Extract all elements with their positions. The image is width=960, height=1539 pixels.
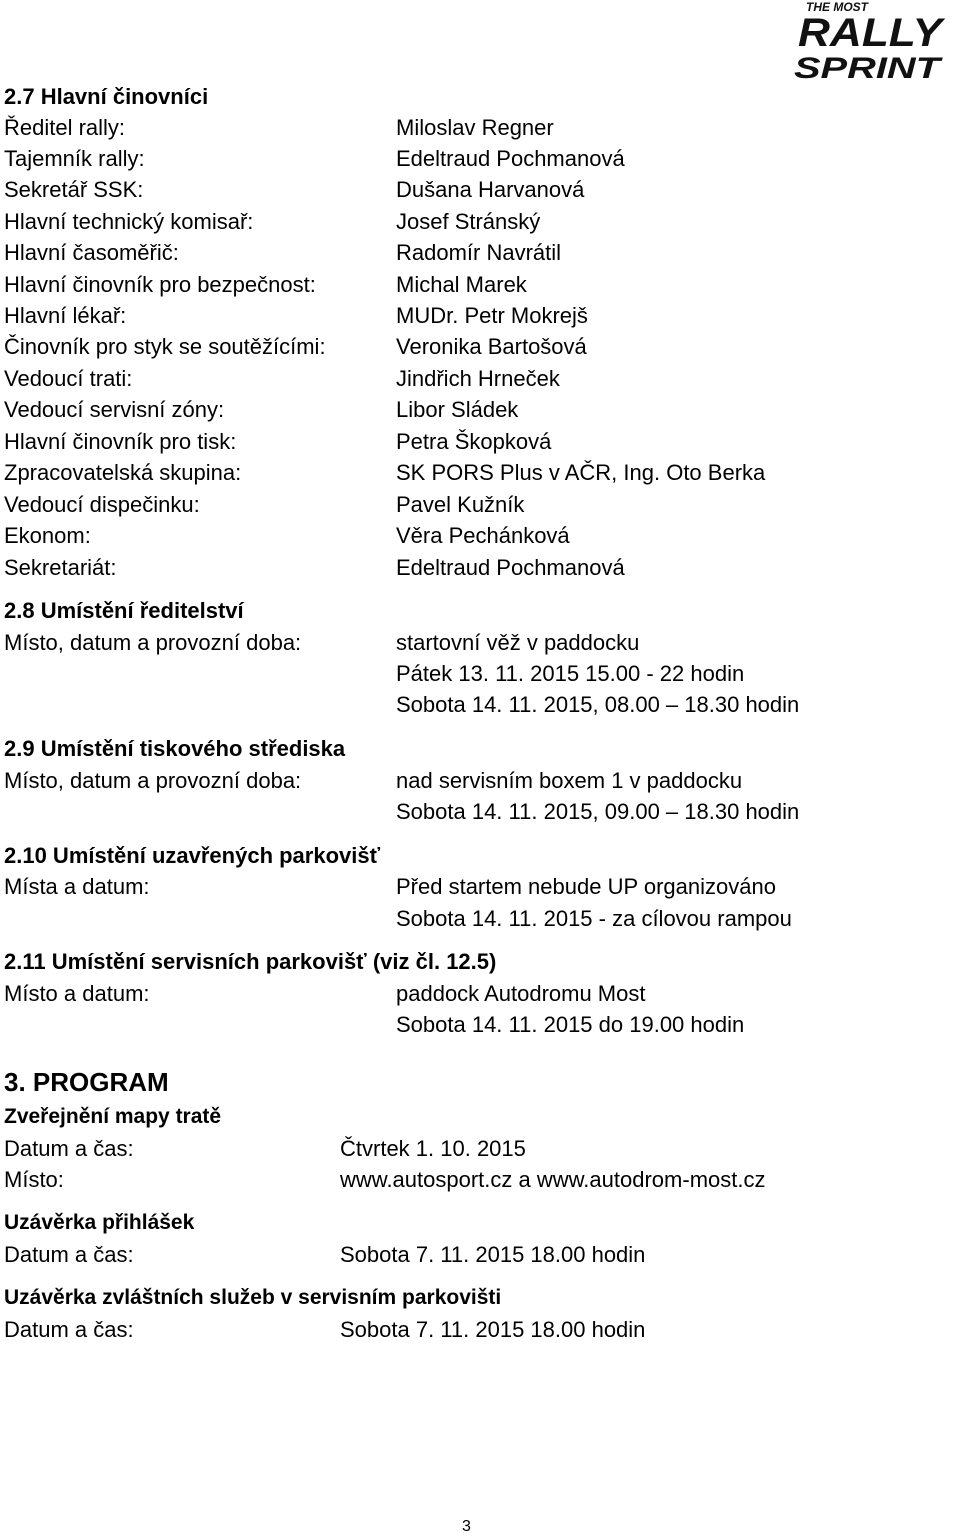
map-publish-title: Zveřejnění mapy tratě bbox=[4, 1105, 222, 1128]
official-role: Hlavní činovník pro tisk: bbox=[4, 429, 237, 454]
official-role: Hlavní lékař: bbox=[4, 303, 127, 328]
official-row bbox=[4, 303, 944, 334]
official-row bbox=[4, 429, 944, 460]
detail-value: Sobota 14. 11. 2015 do 19.00 hodin bbox=[396, 1012, 745, 1037]
official-name: Dušana Harvanová bbox=[396, 177, 585, 202]
detail-row bbox=[4, 874, 944, 905]
official-role: Zpracovatelská skupina: bbox=[4, 460, 242, 485]
section-2-9-title: 2.9 Umístění tiskového střediska bbox=[4, 736, 346, 761]
official-row bbox=[4, 146, 944, 177]
detail-label: Místa a datum: bbox=[4, 874, 150, 899]
detail-row bbox=[4, 630, 944, 661]
official-name: Věra Pechánková bbox=[396, 523, 570, 548]
detail-value: startovní věž v paddocku bbox=[396, 630, 640, 655]
logo-line-1: THE MOST bbox=[806, 0, 868, 14]
detail-row bbox=[4, 661, 944, 692]
official-row bbox=[4, 523, 944, 554]
official-role: Hlavní činovník pro bezpečnost: bbox=[4, 272, 316, 297]
detail-value: Před startem nebude UP organizováno bbox=[396, 874, 776, 899]
official-name: Pavel Kužník bbox=[396, 492, 525, 517]
detail-value: nad servisním boxem 1 v paddocku bbox=[396, 768, 743, 793]
official-role: Činovník pro styk se soutěžícími: bbox=[4, 334, 326, 359]
detail-label: Místo: bbox=[4, 1167, 64, 1192]
detail-value: Sobota 7. 11. 2015 18.00 hodin bbox=[340, 1317, 646, 1342]
detail-row bbox=[4, 1136, 944, 1167]
detail-label: Datum a čas: bbox=[4, 1317, 134, 1342]
official-name: Michal Marek bbox=[396, 272, 527, 297]
detail-row bbox=[4, 799, 944, 830]
official-role: Ekonom: bbox=[4, 523, 91, 548]
official-row bbox=[4, 240, 944, 271]
rally-sprint-logo bbox=[792, 0, 946, 82]
detail-label: Datum a čas: bbox=[4, 1136, 134, 1161]
official-name: Jindřich Hrneček bbox=[396, 366, 560, 391]
official-name: Edeltraud Pochmanová bbox=[396, 146, 625, 171]
official-role: Sekretariát: bbox=[4, 555, 117, 580]
official-name: MUDr. Petr Mokrejš bbox=[396, 303, 588, 328]
section-2-8-title: 2.8 Umístění ředitelství bbox=[4, 598, 244, 623]
official-role: Hlavní technický komisař: bbox=[4, 209, 254, 234]
official-role: Vedoucí servisní zóny: bbox=[4, 397, 225, 422]
official-row bbox=[4, 115, 944, 146]
detail-value: Sobota 7. 11. 2015 18.00 hodin bbox=[340, 1242, 646, 1267]
detail-row bbox=[4, 692, 944, 723]
section-2-10-title: 2.10 Umístění uzavřených parkovišť bbox=[4, 843, 381, 868]
official-row bbox=[4, 209, 944, 240]
detail-label: Místo, datum a provozní doba: bbox=[4, 768, 302, 793]
program-title: 3. PROGRAM bbox=[4, 1067, 169, 1097]
detail-label: Místo, datum a provozní doba: bbox=[4, 630, 302, 655]
logo-line-2: RALLY bbox=[798, 11, 946, 55]
page-number: 3 bbox=[462, 1518, 471, 1535]
official-name: Libor Sládek bbox=[396, 397, 519, 422]
detail-row bbox=[4, 1242, 944, 1273]
official-row bbox=[4, 177, 944, 208]
official-row bbox=[4, 555, 944, 586]
official-name: Edeltraud Pochmanová bbox=[396, 555, 625, 580]
official-role: Vedoucí dispečinku: bbox=[4, 492, 200, 517]
detail-label: Datum a čas: bbox=[4, 1242, 134, 1267]
official-name: Josef Stránský bbox=[396, 209, 541, 234]
official-row bbox=[4, 397, 944, 428]
entries-closing-title: Uzávěrka přihlášek bbox=[4, 1211, 195, 1234]
official-role: Sekretář SSK: bbox=[4, 177, 144, 202]
detail-value: Sobota 14. 11. 2015 - za cílovou rampou bbox=[396, 906, 792, 931]
official-role: Ředitel rally: bbox=[4, 115, 126, 140]
detail-row bbox=[4, 906, 944, 937]
detail-row bbox=[4, 1167, 944, 1198]
official-name: Petra Škopková bbox=[396, 429, 552, 454]
section-2-11-title: 2.11 Umístění servisních parkovišť (viz čl. 12.5) bbox=[4, 949, 497, 974]
detail-value: Sobota 14. 11. 2015, 08.00 – 18.30 hodin bbox=[396, 692, 800, 717]
official-name: SK PORS Plus v AČR, Ing. Oto Berka bbox=[396, 460, 766, 485]
detail-row bbox=[4, 1317, 944, 1348]
official-row bbox=[4, 492, 944, 523]
detail-row bbox=[4, 981, 944, 1012]
official-row bbox=[4, 460, 944, 491]
official-name: Miloslav Regner bbox=[396, 115, 554, 140]
detail-value: paddock Autodromu Most bbox=[396, 981, 646, 1006]
detail-value: Sobota 14. 11. 2015, 09.00 – 18.30 hodin bbox=[396, 799, 800, 824]
official-role: Vedoucí trati: bbox=[4, 366, 133, 391]
official-row bbox=[4, 272, 944, 303]
detail-row bbox=[4, 768, 944, 799]
logo-line-3: SPRINT bbox=[794, 52, 944, 82]
section-2-7-title: 2.7 Hlavní činovníci bbox=[4, 84, 209, 109]
detail-value: www.autosport.cz a www.autodrom-most.cz bbox=[340, 1167, 766, 1192]
official-row bbox=[4, 334, 944, 365]
services-closing-title: Uzávěrka zvláštních služeb v servisním parkovišti bbox=[4, 1286, 502, 1309]
detail-value: Pátek 13. 11. 2015 15.00 - 22 hodin bbox=[396, 661, 745, 686]
official-name: Radomír Navrátil bbox=[396, 240, 562, 265]
official-row bbox=[4, 366, 944, 397]
official-role: Hlavní časoměřič: bbox=[4, 240, 179, 265]
detail-value: Čtvrtek 1. 10. 2015 bbox=[340, 1136, 526, 1161]
official-name: Veronika Bartošová bbox=[396, 334, 587, 359]
detail-row bbox=[4, 1012, 944, 1043]
official-role: Tajemník rally: bbox=[4, 146, 145, 171]
detail-label: Místo a datum: bbox=[4, 981, 150, 1006]
